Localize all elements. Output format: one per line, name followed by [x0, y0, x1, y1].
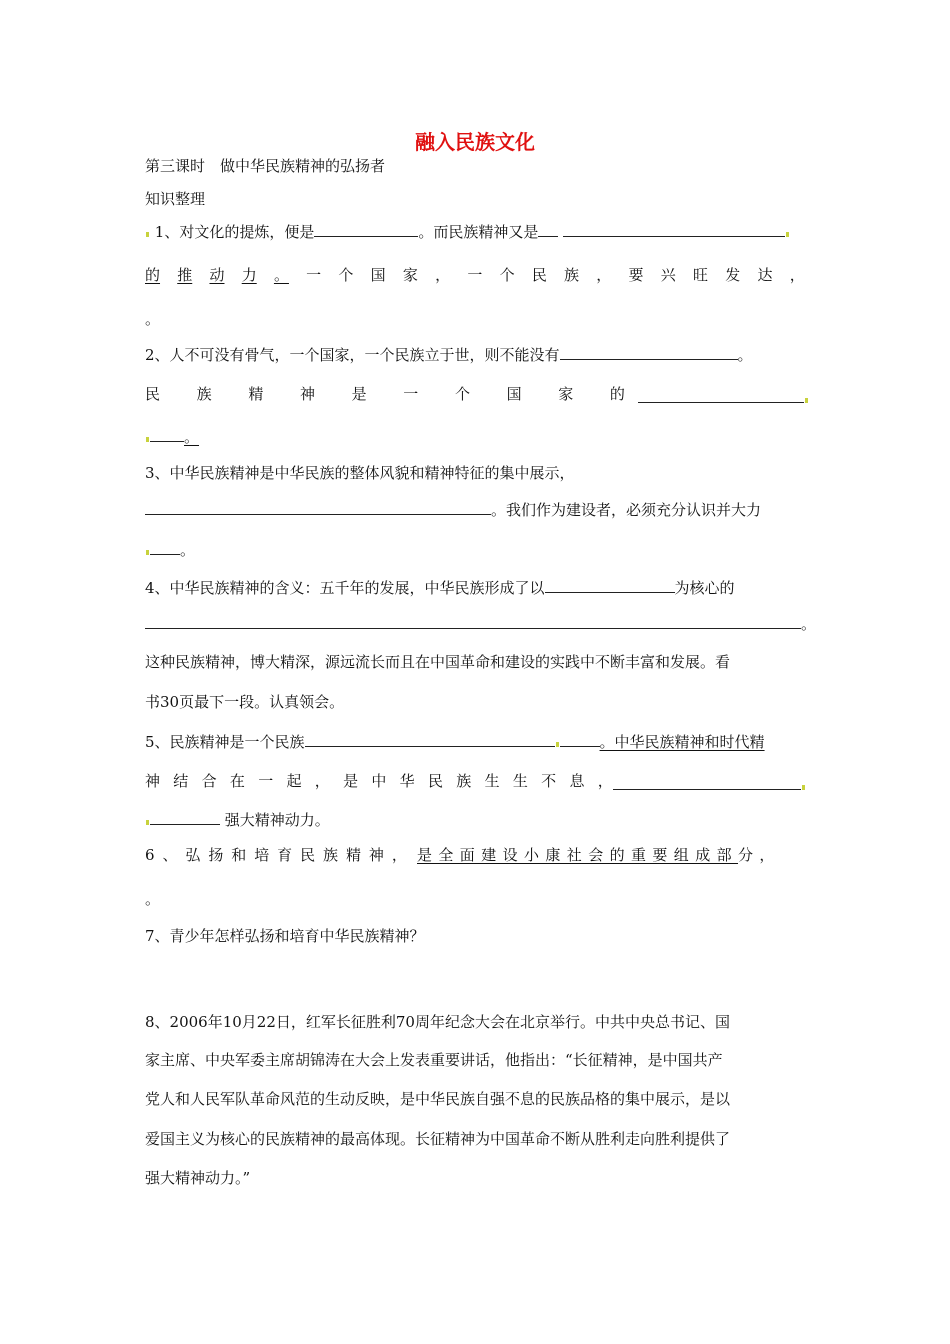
fill-blank: [150, 425, 184, 442]
q1-line-3: 。: [145, 310, 161, 328]
fill-blank: [150, 808, 220, 825]
q6-char: 精: [345, 846, 361, 864]
q6-char: 扬: [208, 846, 224, 864]
q2-line-2: [145, 384, 625, 404]
q1-text-b: 。而民族精神又是: [418, 223, 539, 241]
q5-char: 华: [399, 772, 415, 790]
fill-blank: [563, 220, 785, 237]
q6-line-2: 。: [145, 890, 161, 908]
q5-blank-wrap: [613, 773, 806, 795]
q1-char: 推: [177, 266, 193, 284]
q2-blank-wrap: [638, 386, 809, 408]
q1-char: 。: [273, 266, 289, 284]
q6-char: 民: [300, 846, 316, 864]
q3-end: 。: [180, 541, 196, 559]
q5-char: 不: [541, 772, 557, 790]
q1-char: ，: [435, 266, 451, 284]
marker-dot: [802, 785, 805, 790]
q2-char: 精: [248, 385, 264, 403]
marker-dot: [146, 437, 149, 442]
q3-line-3: [145, 538, 195, 560]
q5-char: 合: [201, 772, 217, 790]
q6-text-c: 分，: [738, 846, 781, 864]
q5-text-b: 。中华民族精神和时代精: [599, 733, 765, 751]
q5-text-a: 5、民族精神是一个民族: [145, 733, 305, 751]
q5-char: ，: [597, 772, 613, 790]
q1-char: 民: [531, 266, 547, 284]
q5-char: 生: [484, 772, 500, 790]
q8-line-4: 爱国主义为核心的民族精神的最高体现。长征精神为中国革命不断从胜利走向胜利提供了: [145, 1130, 731, 1148]
q2-char: 是: [351, 385, 367, 403]
q6-char: 弘: [185, 846, 201, 864]
q5-char: 神: [145, 772, 161, 790]
fill-blank: [314, 220, 418, 237]
q1-char: 的: [145, 266, 161, 284]
q5-char: 民: [427, 772, 443, 790]
q6-char: 神: [368, 846, 384, 864]
fill-blank: [538, 220, 558, 237]
q2-end: 。: [184, 428, 200, 446]
q2-text-a: 2、人不可没有骨气，一个国家，一个民族立于世，则不能没有: [145, 346, 560, 364]
q4-line-4: 书30页最下一段。认真领会。: [145, 693, 345, 711]
q6-line-1b: [417, 845, 781, 865]
q6-char: 6: [145, 846, 155, 864]
q6-char: 和: [231, 846, 247, 864]
q4-line-3: 这种民族精神，博大精深，源远流长而且在中国革命和建设的实践中不断丰富和发展。看: [145, 653, 731, 671]
q5-char: 是: [343, 772, 359, 790]
q2-char: 神: [299, 385, 315, 403]
q5-char: 族: [456, 772, 472, 790]
q8-line-2: 家主席、中央军委主席胡锦涛在大会上发表重要讲话，他指出：“长征精神，是中国共产: [145, 1051, 723, 1069]
q4-line-1: [145, 576, 735, 598]
fill-blank: [150, 538, 180, 555]
q5-char: 一: [258, 772, 274, 790]
q8-line-1: 8、2006年10月22日，红军长征胜利70周年纪念大会在北京举行。中共中央总书记、国: [145, 1013, 730, 1031]
q6-char: 育: [277, 846, 293, 864]
q6-line-1a: [145, 845, 407, 865]
q8-line-3: 党人和人民军队革命风范的生动反映，是中华民族自强不息的民族品格的集中展示，是以: [145, 1090, 731, 1108]
q2-char: 族: [196, 385, 212, 403]
q6-char: ，: [391, 846, 407, 864]
marker-dot: [805, 398, 808, 403]
q1-text-a: 1、对文化的提炼，便是: [154, 223, 315, 241]
q3-line-1: 3、中华民族精神是中华民族的整体风貌和精神特征的集中展示，: [145, 464, 575, 482]
q1-char: 要: [628, 266, 644, 284]
q1-char: 旺: [692, 266, 708, 284]
q1-char: 个: [499, 266, 515, 284]
q5-char: 结: [173, 772, 189, 790]
q5-char: 生: [512, 772, 528, 790]
q1-char: 国: [370, 266, 386, 284]
q2-char: 的: [609, 385, 625, 403]
q2-text-b: 。: [737, 346, 753, 364]
q5-char: 息: [569, 772, 585, 790]
q1-char: 一: [306, 266, 322, 284]
q1-line-1: [145, 220, 790, 242]
marker-dot: [146, 820, 149, 825]
q5-line-2: [145, 771, 613, 791]
q2-char: 国: [506, 385, 522, 403]
q4-text-c: 。: [801, 615, 817, 633]
q1-char: ，: [789, 266, 805, 284]
page-title: 融入民族文化: [415, 130, 535, 154]
q5-char: 起: [286, 772, 302, 790]
q5-text-d: 强大精神动力。: [224, 811, 330, 829]
q1-char: 族: [564, 266, 580, 284]
q6-char: 族: [323, 846, 339, 864]
q8-line-5: 强大精神动力。”: [145, 1169, 251, 1187]
marker-dot: [556, 742, 559, 747]
section-heading: 知识整理: [145, 190, 206, 208]
q1-char: 兴: [660, 266, 676, 284]
q2-line-3: [145, 425, 199, 447]
marker-dot: [146, 232, 149, 237]
marker-dot: [786, 232, 789, 237]
q1-char: 个: [338, 266, 354, 284]
q2-line-1: [145, 343, 753, 365]
q1-char: 力: [241, 266, 257, 284]
lesson-subtitle: 第三课时 做中华民族精神的弘扬者: [145, 157, 386, 175]
q5-char: 在: [229, 772, 245, 790]
q4-text-a: 4、中华民族精神的含义：五千年的发展，中华民族形成了以: [145, 579, 545, 597]
q3-line-2: [145, 498, 761, 520]
q1-char: 动: [209, 266, 225, 284]
q1-char: 发: [725, 266, 741, 284]
q5-char: 中: [371, 772, 387, 790]
q2-char: 一: [403, 385, 419, 403]
fill-blank: [613, 773, 801, 790]
fill-blank: [545, 576, 675, 593]
q1-char: ，: [596, 266, 612, 284]
fill-blank: [560, 730, 600, 747]
q7-text: 7、青少年怎样弘扬和培育中华民族精神？: [145, 927, 425, 945]
fill-blank: [560, 343, 738, 360]
fill-blank: [145, 498, 491, 515]
q5-line-1: [145, 730, 765, 752]
q1-char: 达: [757, 266, 773, 284]
fill-blank: [145, 612, 801, 629]
q2-char: 民: [145, 385, 161, 403]
q5-char: ，: [314, 772, 330, 790]
q1-line-2: [145, 265, 805, 285]
q2-char: 个: [454, 385, 470, 403]
q6-char: 培: [254, 846, 270, 864]
q2-char: 家: [558, 385, 574, 403]
fill-blank: [305, 730, 555, 747]
q5-line-3: [145, 808, 330, 830]
q4-text-b: 为核心的: [674, 579, 735, 597]
q3-text-b: 。我们作为建设者，必须充分认识并大力: [491, 501, 762, 519]
q6-text-b: 是全面建设小康社会的重要组成部: [417, 846, 739, 864]
fill-blank: [638, 386, 804, 403]
q1-char: 一: [467, 266, 483, 284]
q6-char: 、: [162, 846, 178, 864]
q4-line-2: [145, 612, 816, 634]
q1-char: 家: [402, 266, 418, 284]
marker-dot: [146, 550, 149, 555]
